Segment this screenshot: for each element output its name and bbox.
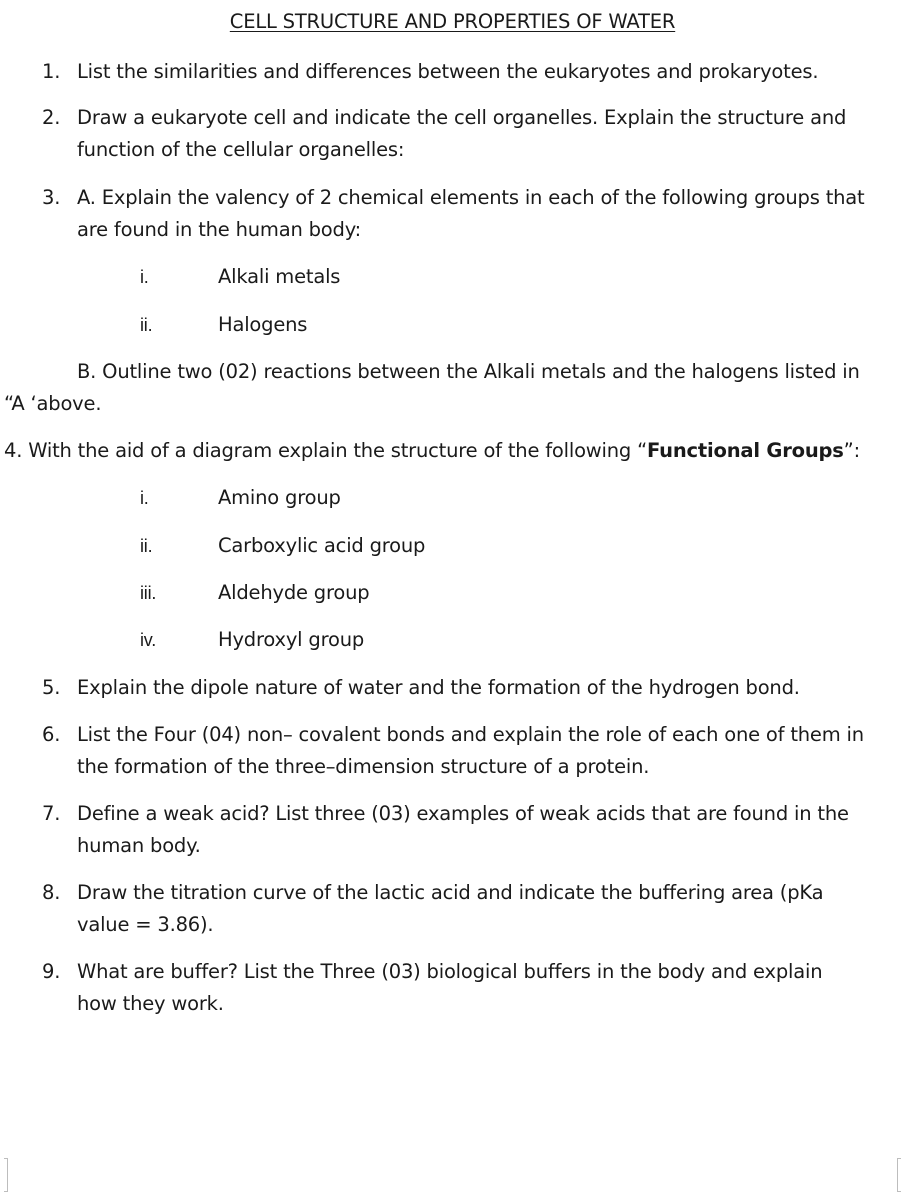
question-4-item-3-text: Aldehyde group bbox=[218, 581, 370, 604]
question-9-text-line-2: how they work. bbox=[77, 992, 224, 1015]
question-5-text: Explain the dipole nature of water and the formation of the hydrogen bond. bbox=[77, 676, 800, 699]
question-3-number: 3. bbox=[42, 186, 61, 209]
page-title: CELL STRUCTURE AND PROPERTIES OF WATER bbox=[229, 10, 676, 33]
question-2-text-line-1: Draw a eukaryote cell and indicate the cell organelles. Explain the structure and bbox=[77, 106, 847, 129]
page-corner-left bbox=[4, 1158, 8, 1192]
question-4-text bbox=[4, 437, 860, 465]
question-4-item-1-numeral: i. bbox=[140, 488, 149, 508]
question-6-text-line-1: List the Four (04) non– covalent bonds and explain the role of each one of them in bbox=[77, 723, 864, 746]
question-7-number: 7. bbox=[42, 802, 61, 825]
question-5-number: 5. bbox=[42, 676, 61, 699]
question-3a-text-line-1: A. Explain the valency of 2 chemical elements in each of the following groups that bbox=[77, 186, 865, 209]
question-4-item-2-text: Carboxylic acid group bbox=[218, 534, 426, 557]
question-3-item-2-numeral: ii. bbox=[140, 315, 153, 335]
question-7-text-line-1: Define a weak acid? List three (03) examples of weak acids that are found in the bbox=[77, 802, 849, 825]
question-2-text-line-2: function of the cellular organelles: bbox=[77, 138, 405, 161]
question-9-number: 9. bbox=[42, 960, 61, 983]
question-4-item-4-numeral: iv. bbox=[140, 630, 157, 650]
question-8-text-line-2: value = 3.86). bbox=[77, 913, 214, 936]
question-4-text-bold: Functional Groups bbox=[647, 439, 844, 462]
question-3-item-1-numeral: i. bbox=[140, 267, 149, 287]
question-1-text: List the similarities and differences between the eukaryotes and prokaryotes. bbox=[77, 60, 819, 83]
question-9-text-line-1: What are buffer? List the Three (03) biological buffers in the body and explain bbox=[77, 960, 823, 983]
question-4-text-prefix: 4. With the aid of a diagram explain the structure of the following “ bbox=[4, 439, 648, 462]
page-corner-right bbox=[897, 1158, 901, 1192]
question-8-text-line-1: Draw the titration curve of the lactic acid and indicate the buffering area (pKa bbox=[77, 881, 824, 904]
question-7-text-line-2: human body. bbox=[77, 834, 201, 857]
question-4-item-3-numeral: iii. bbox=[140, 583, 157, 603]
question-1-number: 1. bbox=[42, 60, 61, 83]
question-6-text-line-2: the formation of the three–dimension structure of a protein. bbox=[77, 755, 650, 778]
question-6-number: 6. bbox=[42, 723, 61, 746]
question-4-item-2-numeral: ii. bbox=[140, 536, 153, 556]
question-4-text-suffix: ”: bbox=[843, 439, 860, 462]
question-2-number: 2. bbox=[42, 106, 61, 129]
question-4-item-4-text: Hydroxyl group bbox=[218, 628, 365, 651]
question-3a-text-line-2: are found in the human body: bbox=[77, 218, 361, 241]
question-3b-text-line-2: “A ‘above. bbox=[4, 392, 102, 415]
question-4-item-1-text: Amino group bbox=[218, 486, 341, 509]
question-3-item-1-text: Alkali metals bbox=[218, 265, 341, 288]
question-3b-text-line-1: B. Outline two (02) reactions between the Alkali metals and the halogens listed in bbox=[77, 360, 860, 383]
question-3-item-2-text: Halogens bbox=[218, 313, 308, 336]
question-8-number: 8. bbox=[42, 881, 61, 904]
